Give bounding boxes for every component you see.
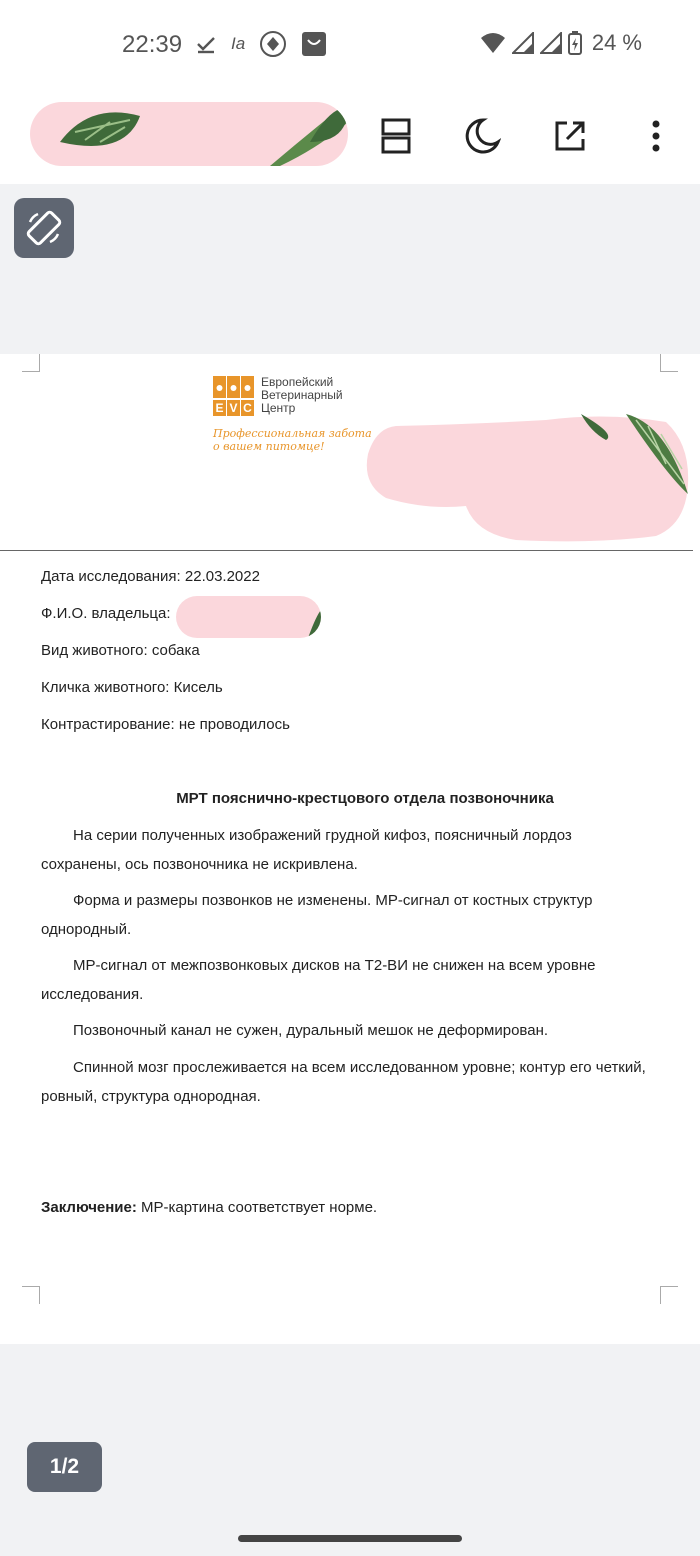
- night-mode-button[interactable]: [460, 114, 504, 158]
- redacted-title: [30, 102, 348, 166]
- redacted-header-area: [366, 414, 690, 542]
- page-corner: [22, 1286, 40, 1304]
- layout-icon: [380, 117, 412, 155]
- leaf-decoration-icon: [176, 596, 321, 638]
- status-bar: [0, 0, 700, 88]
- toolbar: [0, 88, 700, 184]
- document-title: МРТ пояснично-крестцового отдела позвоночника: [176, 790, 554, 807]
- check-icon: [195, 33, 217, 55]
- rotate-screen-button[interactable]: [14, 198, 74, 258]
- clinic-name-line: Ветеринарный: [261, 388, 343, 402]
- layout-button[interactable]: [374, 114, 418, 158]
- conclusion: [41, 1199, 377, 1216]
- battery-percent: 24 %: [591, 30, 642, 55]
- logo-letter-v: V: [229, 401, 238, 415]
- tagline-line: о вашем питомце!: [213, 440, 325, 453]
- clinic-name-line: Европейский: [261, 375, 334, 389]
- status-right: [480, 30, 642, 56]
- page-indicator: 1/2: [27, 1442, 102, 1492]
- clinic-logo: [213, 376, 343, 416]
- rotate-icon: [24, 208, 64, 248]
- paw-logo-icon: [213, 376, 255, 416]
- conclusion-label: Заключение:: [41, 1199, 137, 1216]
- status-time: 22:39: [122, 31, 183, 58]
- share-button[interactable]: [548, 114, 592, 158]
- page-corner: [660, 1286, 678, 1304]
- leaf-decoration-icon: [30, 102, 348, 166]
- ia-icon: Ia: [231, 34, 246, 53]
- tagline-line: Профессиональная забота: [213, 427, 372, 440]
- signal-icon: [540, 32, 562, 54]
- animal-nickname: Кличка животного: Кисель: [41, 679, 223, 696]
- conclusion-text: МР-картина соответствует норме.: [136, 1199, 378, 1216]
- exam-date: Дата исследования: 22.03.2022: [41, 568, 260, 585]
- paragraph: МР-сигнал от межпозвонковых дисков на Т2-ВИ не снижен на всем уровне исследования.: [41, 957, 596, 1003]
- battery-icon: [568, 31, 582, 55]
- share-icon: [553, 119, 587, 153]
- page-corner: [22, 354, 40, 372]
- location-icon: [259, 30, 287, 58]
- document-page: [0, 354, 700, 1344]
- paragraph: Позвоночный канал не сужен, дуральный мешок не деформирован.: [73, 1022, 549, 1039]
- more-icon: [651, 120, 661, 152]
- redacted-owner-name: [176, 596, 321, 638]
- more-button[interactable]: [634, 114, 678, 158]
- bag-icon: [301, 31, 327, 57]
- logo-letter-e: E: [215, 401, 224, 415]
- contrast-info: Контрастирование: не проводилось: [41, 716, 290, 733]
- clinic-name-line: Центр: [261, 401, 296, 415]
- gesture-nav-bar[interactable]: [238, 1535, 462, 1542]
- status-left-icons: [195, 30, 327, 58]
- paragraph: Спинной мозг прослеживается на всем исследованном уровне; контур его четкий, ровный, структура однородная.: [41, 1059, 646, 1105]
- clinic-name: [261, 376, 343, 415]
- signal-icon: [512, 32, 534, 54]
- header-divider: [0, 550, 693, 551]
- paragraph: Форма и размеры позвонков не изменены. МР-сигнал от костных структур однородный.: [41, 892, 593, 938]
- wifi-icon: [480, 32, 506, 54]
- moon-icon: [463, 117, 501, 155]
- owner-label: Ф.И.О. владельца:: [41, 605, 171, 622]
- paragraph: На серии полученных изображений грудной кифоз, поясничный лордоз сохранены, ось позвоночника не искривлена.: [41, 827, 572, 873]
- clinic-tagline: [213, 427, 372, 453]
- animal-species: Вид животного: собака: [41, 642, 200, 659]
- page-corner: [660, 354, 678, 372]
- logo-letter-c: C: [243, 401, 252, 415]
